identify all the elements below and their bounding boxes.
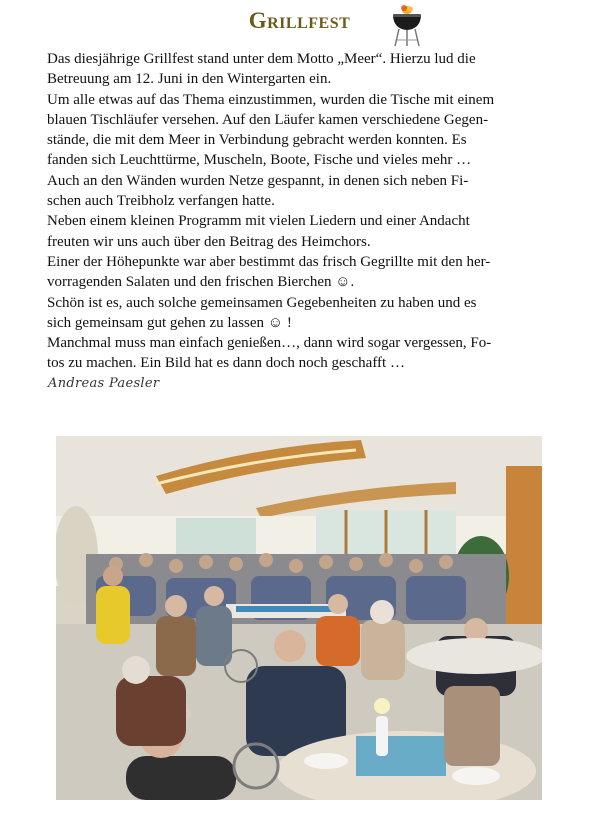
text-line: blauen Tischläufer versehen. Auf den Läufer kamen verschiedene Gegen- <box>47 111 489 128</box>
article-text <box>47 49 557 374</box>
text-line: Das diesjährige Grillfest stand unter dem Motto „Meer“. Hierzu lud die <box>47 51 476 67</box>
text-line: Einer der Höhepunkte war aber bestimmt das frisch Gegrillte mit den her- <box>47 253 491 270</box>
barbecue-grill-icon <box>389 2 425 48</box>
text-line: Betreuung am 12. Juni in den Wintergarten ein. <box>47 71 332 88</box>
text-line: Manchmal muss man einfach genießen…, dann wird sogar vergessen, Fo- <box>47 335 492 352</box>
page-title: Grillfest <box>248 8 351 33</box>
event-photo-illustration <box>56 436 542 800</box>
event-photo <box>56 436 542 800</box>
text-line: vorragenden Salaten und den frischen Bierchen ☺. <box>47 274 355 291</box>
author-signature: Andreas Paesler <box>48 376 160 391</box>
text-line: fanden sich Leuchttürme, Muscheln, Boote, Fische und vieles mehr … <box>47 152 472 169</box>
text-line: Um alle etwas auf das Thema einzustimmen, wurden die Tische mit einem <box>47 91 495 108</box>
text-line: sich gemeinsam gut gehen zu lassen ☺ ! <box>47 314 292 331</box>
text-line: freuten wir uns auch über den Beitrag des Heimchors. <box>47 233 371 250</box>
text-line: Auch an den Wänden wurden Netze gespannt, in denen sich neben Fi- <box>47 172 469 189</box>
text-line: tos zu machen. Ein Bild hat es dann doch noch geschafft … <box>47 355 405 372</box>
text-line: stände, die mit dem Meer in Verbindung gebracht werden konnten. Es <box>47 132 467 149</box>
text-line: Neben einem kleinen Programm mit vielen Liedern und einer Andacht <box>47 213 470 230</box>
text-line: Schön ist es, auch solche gemeinsamen Gegebenheiten zu haben und es <box>47 294 477 311</box>
text-line: schen auch Treibholz verfangen hatte. <box>47 193 275 210</box>
